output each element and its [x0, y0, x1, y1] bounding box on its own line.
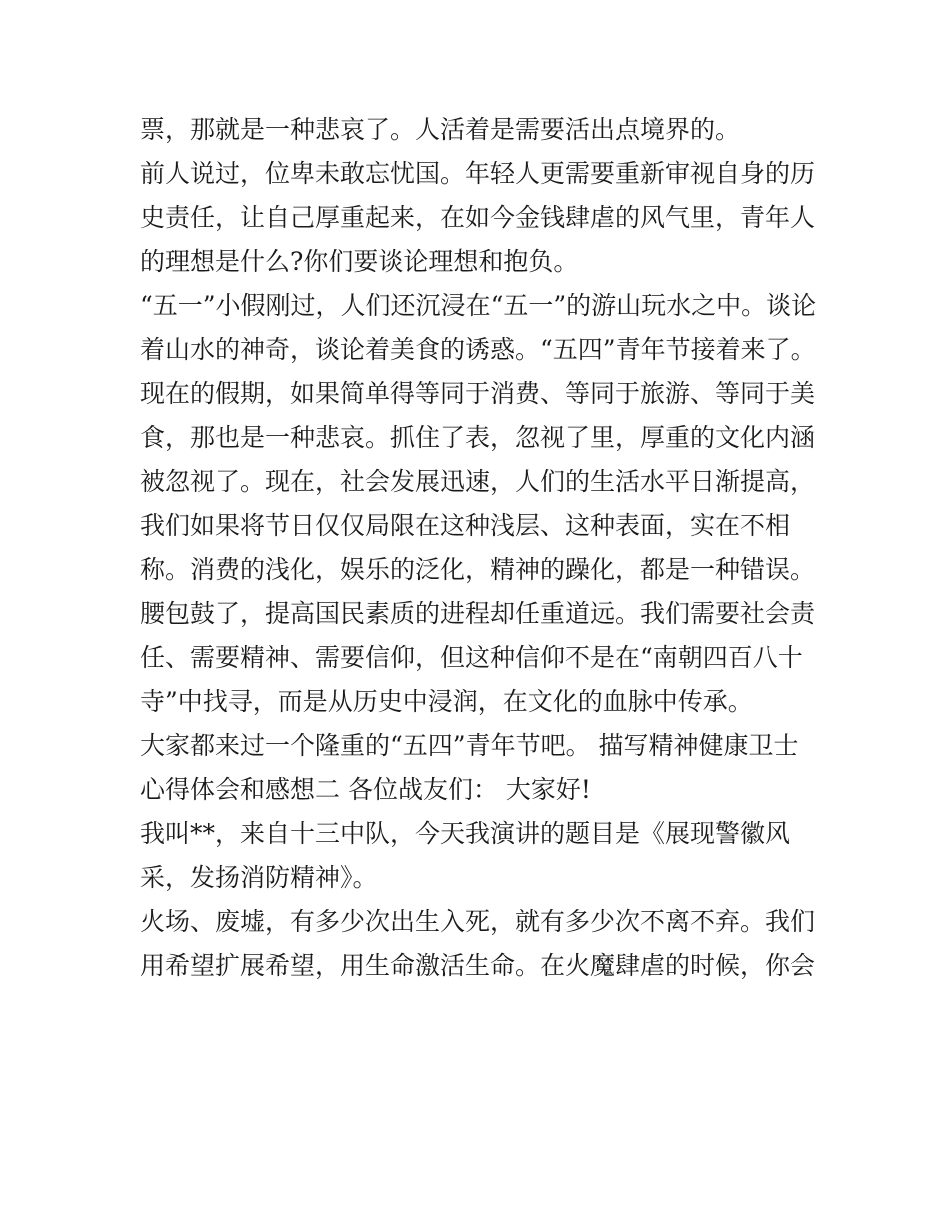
text-line-10: 我们如果将节日仅仅局限在这种浅层、这种表面，实在不相 [140, 511, 791, 540]
text-line-3: 史责任，让自己厚重起来，在如今金钱肆虐的风气里，青年人 [140, 203, 816, 232]
text-line-15: 大家都来过一个隆重的“五四”青年节吧。 描写精神健康卫士 [140, 731, 799, 760]
text-line-1: 票，那就是一种悲哀了。人活着是需要活出点境界的。 [140, 115, 741, 144]
text-line-19: 火场、废墟，有多少次出生入死，就有多少次不离不弃。我们 [140, 907, 816, 936]
text-line-2: 前人说过，位卑未敢忘忧国。年轻人更需要重新审视自身的历 [140, 159, 816, 188]
text-line-18: 采，发扬消防精神》。 [140, 863, 378, 892]
text-line-16: 心得体会和感想二 各位战友们： 大家好! [140, 775, 591, 804]
text-line-14: 寺”中找寻，而是从历史中浸润，在文化的血脉中传承。 [140, 687, 753, 716]
text-line-11: 称。消费的浅化，娱乐的泛化，精神的躁化，都是一种错误。 [140, 555, 816, 584]
body-text [140, 108, 820, 988]
text-line-20: 用希望扩展希望，用生命激活生命。在火魔肆虐的时候，你会 [140, 951, 816, 980]
text-line-7: 现在的假期，如果简单得等同于消费、等同于旅游、等同于美 [140, 379, 816, 408]
text-line-4: 的理想是什么?你们要谈论理想和抱负。 [140, 247, 579, 276]
text-line-9: 被忽视了。现在，社会发展迅速，人们的生活水平日渐提高， [140, 467, 816, 496]
text-line-6: 着山水的神奇，谈论着美食的诱惑。“五四”青年节接着来了。 [140, 335, 816, 364]
text-line-8: 食，那也是一种悲哀。抓住了表，忽视了里，厚重的文化内涵 [140, 423, 816, 452]
text-line-5: “五一”小假刚过，人们还沉浸在“五一”的游山玩水之中。谈论 [140, 291, 817, 320]
text-line-17: 我叫**，来自十三中队，今天我演讲的题目是《展现警徽风 [140, 819, 791, 848]
text-line-12: 腰包鼓了，提高国民素质的进程却任重道远。我们需要社会责 [140, 599, 816, 628]
text-line-13: 任、需要精神、需要信仰，但这种信仰不是在“南朝四百八十 [140, 643, 803, 672]
